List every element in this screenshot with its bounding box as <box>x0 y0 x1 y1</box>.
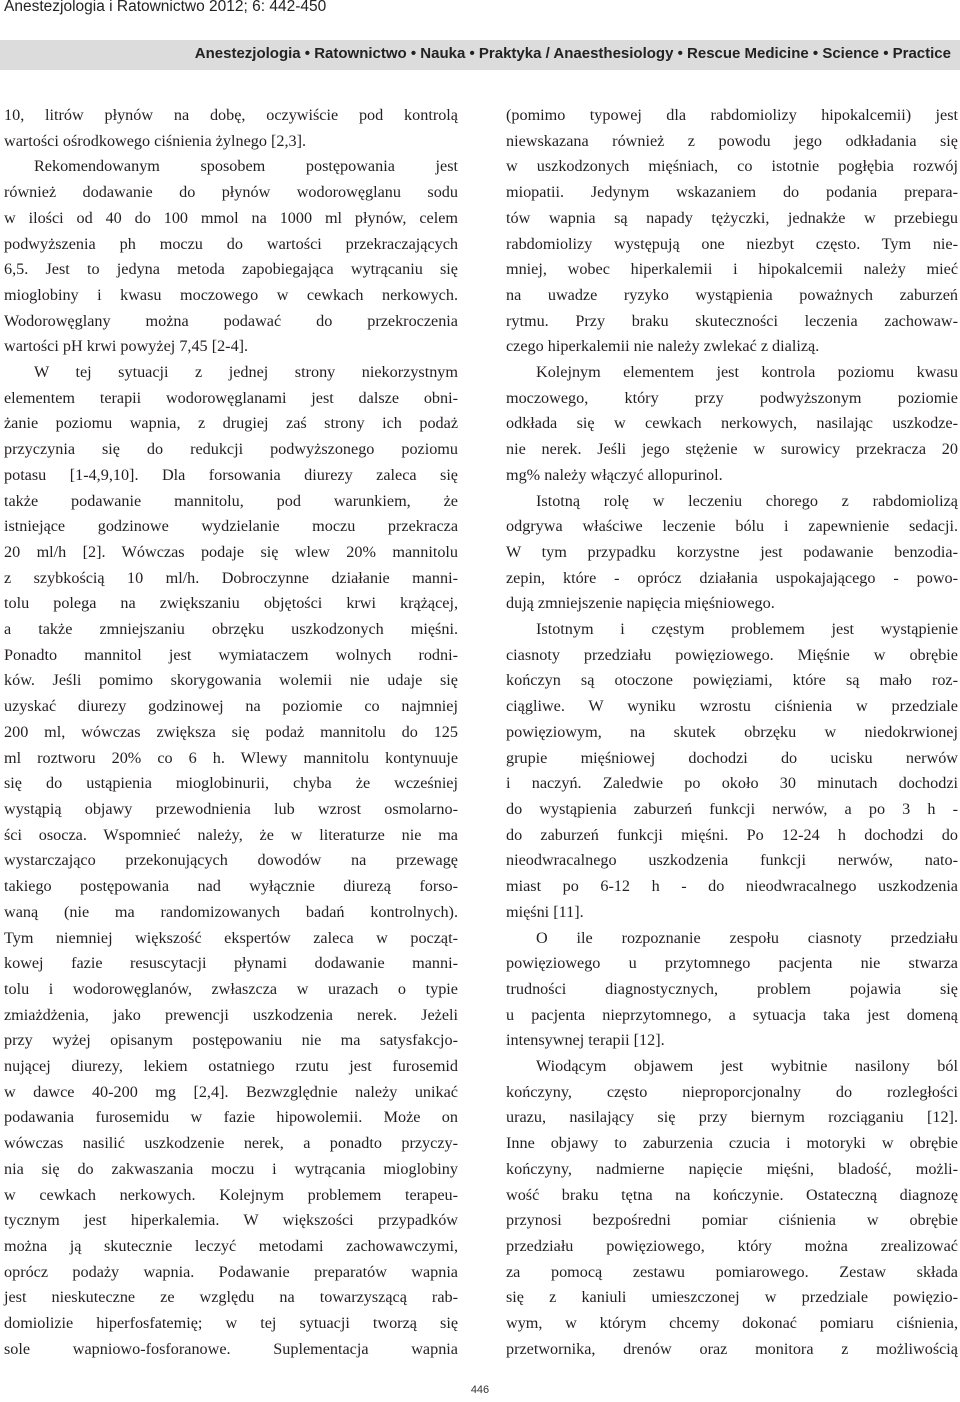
left-column-line: przyczynia się do redukcji podwyższonego poziomu <box>4 440 458 459</box>
left-column-line: mioglobiny i kwasu moczowego w cewkach nerkowych. <box>4 285 458 304</box>
left-column-line: Wodorowęglany można podawać do przekroczenia <box>4 311 458 330</box>
left-column-line: można ją skutecznie leczyć metodami zachowawczymi, <box>4 1236 458 1255</box>
right-column-line: u pacjenta nieprzytomnego, a sytuacja taka jest domeną <box>506 1005 958 1024</box>
left-column-line: z szybkością 10 ml/h. Dobroczynne działanie manni- <box>4 568 458 587</box>
left-column-line: tolu polega na zwiększaniu objętości krwi krążącej, <box>4 594 458 613</box>
right-column-line: ciągliwe. W wyniku wzrostu ciśnienia w przedziale <box>506 697 958 716</box>
right-column-line: mięśni [11]. <box>506 902 584 921</box>
right-column-line: wym, w którym chcemy dokonać pomiaru ciśnienia, <box>506 1314 958 1333</box>
right-column-line: kończyny, nadmierne napięcie mięśni, bladość, możli- <box>506 1159 958 1178</box>
left-column-line: Ponadto mannitol jest wymiataczem wolnych rodni- <box>4 645 458 664</box>
page-number: 446 <box>470 1384 490 1396</box>
right-text-column <box>506 103 958 1362</box>
left-column-line: wartości pH krwi powyżej 7,45 [2-4]. <box>4 337 249 356</box>
left-column-line: wystąpią objawy przewodnienia lub wzrost osmolarno- <box>4 799 458 818</box>
right-column-line: do zaburzeń funkcji mięśni. Po 12-24 h dochodzi do <box>506 825 958 844</box>
right-column-line: za pomocą zestawu pomiarowego. Zestaw składa <box>506 1262 958 1281</box>
left-column-line: również dodawanie do płynów wodorowęglanu sodu <box>4 183 458 202</box>
left-column-line: Tym niemniej większość ekspertów zaleca w począt- <box>4 928 458 947</box>
left-column-line: potasu [1-4,9,10]. Dla forsowania diurezy zaleca się <box>4 465 458 484</box>
right-column-line: ciasnoty przedziału powięziowego. Mięśnie w obrębie <box>506 645 958 664</box>
left-column-line: 6,5. Jest to jedyna metoda zapobiegająca wytrącaniu się <box>4 260 458 279</box>
left-column-line: wówczas nasilić uszkodzenie nerek, a ponadto przyczy- <box>4 1134 458 1153</box>
right-column-line: (pomimo typowej dla rabdomiolizy hipokalcemii) jest <box>506 106 958 124</box>
right-column-line: mg% należy włączyć allopurinol. <box>506 465 723 484</box>
right-column-line: urazu, nasilający się przy biernym rozciąganiu [12]. <box>506 1108 958 1127</box>
right-column-line: przetwornika, drenów oraz monitora z możliwością <box>506 1339 958 1358</box>
right-column-line: mniej, wobec hiperkalemii i hipokalcemii należy mieć <box>506 260 958 279</box>
left-column-line: się do ustąpienia mioglobinurii, chyba że wcześniej <box>4 774 458 793</box>
left-column-line: ści osocza. Wspomnieć należy, że w literaturze nie ma <box>4 825 458 844</box>
right-column-line: w uszkodzonych mięśniach, co istotnie pogłębia rozwój <box>506 157 958 176</box>
left-column-line: podwyższenia ph moczu do wartości przekraczających <box>4 234 458 253</box>
right-column-line: Kolejnym elementem jest kontrola poziomu kwasu <box>536 363 958 382</box>
left-column-line: zmiażdżenia, jako prewencji uszkodzenia nerek. Jeżeli <box>4 1005 458 1024</box>
right-column-line: zepin, które - oprócz działania uspokajającego - powo- <box>506 568 958 587</box>
right-column-line: na uwadze ryzyko wystąpienia poważnych zaburzeń <box>506 285 958 304</box>
right-column-line: rytmu. Przy braku skuteczności leczenia zachowaw- <box>506 311 958 330</box>
right-column-line: Istotnym i częstym problemem jest wystąpienie <box>536 620 958 639</box>
right-column-line: odgrywa właściwe leczenie bólu i zapewnienie sedacji. <box>506 517 958 536</box>
right-column-line: miopatii. Jedynym wskazaniem do podania prepara- <box>506 183 958 202</box>
right-column-line: moczowego, który przy podwyższonym poziomie <box>506 388 958 407</box>
left-column-line: nia się do zakwaszania moczu i wytrącania mioglobiny <box>4 1159 458 1178</box>
left-column-line: przy wyżej opisanym postępowaniu nie ma satysfakcjo- <box>4 1031 458 1050</box>
left-column-line: jest nieskuteczne ze względu na towarzyszącą rab- <box>4 1288 458 1307</box>
left-column-line: W tej sytuacji z jednej strony niekorzystnym <box>34 363 458 382</box>
right-column-line: Wiodącym objawem jest wybitnie nasilony ból <box>536 1057 958 1076</box>
left-column-line: podawania furosemidu w fazie hipowolemii. Może on <box>4 1108 458 1127</box>
right-column-line: przynosi bezpośredni pomiar ciśnienia w obrębie <box>506 1211 958 1230</box>
left-column-line: wartości ośrodkowego ciśnienia żylnego [2,3]. <box>4 131 307 150</box>
right-column-line: rabdomiolizy występują one niezbyt często. Tym nie- <box>506 234 958 253</box>
right-column-line: czego hiperkalemii nie należy zwlekać z dializą. <box>506 337 820 356</box>
left-column-line: uzyskać diurezy godzinowej na poziomie co najmniej <box>4 697 458 716</box>
left-column-line: a także zmniejszaniu obrzęku uszkodzonych mięśni. <box>4 620 458 639</box>
left-column-line: wystarczająco przekonujących dowodów na przewagę <box>4 851 458 870</box>
left-column-line: kowej fazie resuscytacji płynami dodawanie manni- <box>4 954 458 973</box>
journal-banner <box>0 40 960 70</box>
left-column-line: tolu i wodorowęglanów, zwłaszcza w urazach o typie <box>4 979 458 998</box>
left-column-line: Rekomendowanym sposobem postępowania jest <box>34 157 458 176</box>
left-column-line: waną (nie ma randomizowanych badań kontrolnych). <box>4 902 458 921</box>
right-column-line: dują zmniejszenie napięcia mięśniowego. <box>506 594 775 613</box>
right-column-line: wość braku tętna na kończynie. Ostateczną diagnozę <box>506 1185 958 1204</box>
right-column-line: tów wapnia są napady tężyczki, jednakże w przebiegu <box>506 208 958 227</box>
left-column-line: żanie poziomu wapnia, z drugiej zaś strony ich podaż <box>4 414 458 433</box>
right-column-line: niewskazana również z powodu jego odkładania się <box>506 131 958 150</box>
left-column-line: w ilości od 40 do 100 mmol na 1000 ml płynów, celem <box>4 208 458 227</box>
right-column-line: przedziału powięziowego, który można zrealizować <box>506 1236 958 1255</box>
left-column-line: 200 ml, wówczas zwiększa się podaż mannitolu do 125 <box>4 722 458 741</box>
left-column-line: tycznym jest hiperkalemia. W większości przypadków <box>4 1211 458 1230</box>
left-column-line: sole wapniowo-fosforanowe. Suplementacja wapnia <box>4 1339 458 1358</box>
left-column-line: ków. Jeśli pomimo skorygowania wolemii nie udaje się <box>4 671 458 690</box>
left-column-line: także podawanie mannitolu, pod warunkiem, że <box>4 491 458 510</box>
left-column-line: ml roztworu 20% co 6 h. Wlewy mannitolu kontynuuje <box>4 748 458 767</box>
right-column-line: Inne objawy to zaburzenia czucia i motoryki w obrębie <box>506 1134 958 1153</box>
right-column-line: miast po 6-12 h - do nieodwracalnego uszkodzenia <box>506 877 958 896</box>
right-column-line: nieodwracalnego uszkodzenia funkcji nerwów, nato- <box>506 851 958 870</box>
left-column-line: domiolizie hiperfosfatemię; w tej sytuacji tworzą się <box>4 1314 458 1333</box>
right-column-line: W tym przypadku korzystne jest podawanie benzodia- <box>506 542 958 561</box>
right-column-line: Istotną rolę w leczeniu chorego z rabdomiolizą <box>536 491 958 510</box>
left-column-line: w cewkach nerkowych. Kolejnym problemem terapeu- <box>4 1185 458 1204</box>
left-text-column <box>4 103 458 1362</box>
left-column-line: w dawce 40-200 mg [2,4]. Bezwzględnie należy unikać <box>4 1082 458 1101</box>
right-column-line: powięziowego u przytomnego pacjenta nie stwarza <box>506 954 958 973</box>
right-column-line: do wystąpienia zaburzeń funkcji nerwów, a po 3 h - <box>506 799 958 818</box>
right-column-line: powięziowym, na skutek obrzęku w niedokrwionej <box>506 722 958 741</box>
left-column-line: takiego postępowania nad wyłącznie diurezą forso- <box>4 877 458 896</box>
right-column-line: grupie mięśniowej dochodzi do ucisku nerwów <box>506 748 958 767</box>
left-column-line: 20 ml/h [2]. Wówczas podaje się wlew 20% mannitolu <box>4 542 458 561</box>
journal-citation: Anestezjologia i Ratownictwo 2012; 6: 442-450 <box>4 0 327 15</box>
right-column-line: trudności diagnostycznych, problem pojawia się <box>506 979 958 998</box>
left-column-line: nującej diurezy, lekiem ostatniego rzutu jest furosemid <box>4 1057 458 1076</box>
right-column-line: kończyny, często nieproporcjonalny do rozległości <box>506 1082 958 1101</box>
right-column-line: intensywnej terapii [12]. <box>506 1031 665 1050</box>
left-column-line: oprócz podaży wapnia. Podawanie preparatów wapnia <box>4 1262 458 1281</box>
right-column-line: odkłada się w cewkach nerkowych, nasilając uszkodze- <box>506 414 958 433</box>
right-column-line: się z kaniuli umieszczonej w przedziale powięzio- <box>506 1288 958 1307</box>
left-column-line: 10, litrów płynów na dobę, oczywiście pod kontrolą <box>4 106 458 124</box>
right-column-line: kończyn są otoczone powięziami, które są mało roz- <box>506 671 958 690</box>
left-column-line: istniejące godzinowe wydzielanie moczu przekracza <box>4 517 458 536</box>
left-column-line: elementem terapii wodorowęglanami jest dalsze obni- <box>4 388 458 407</box>
right-column-line: nie nerek. Jeśli jego stężenie w surowicy przekracza 20 <box>506 440 958 459</box>
right-column-line: O ile rozpoznanie zespołu ciasnoty przedziału <box>536 928 958 947</box>
right-column-line: i naczyń. Zaledwie po około 30 minutach dochodzi <box>506 774 958 793</box>
journal-banner-text: Anestezjologia • Ratownictwo • Nauka • Praktyka / Anaesthesiology • Rescue Medicine • Science • Practice <box>194 45 951 62</box>
